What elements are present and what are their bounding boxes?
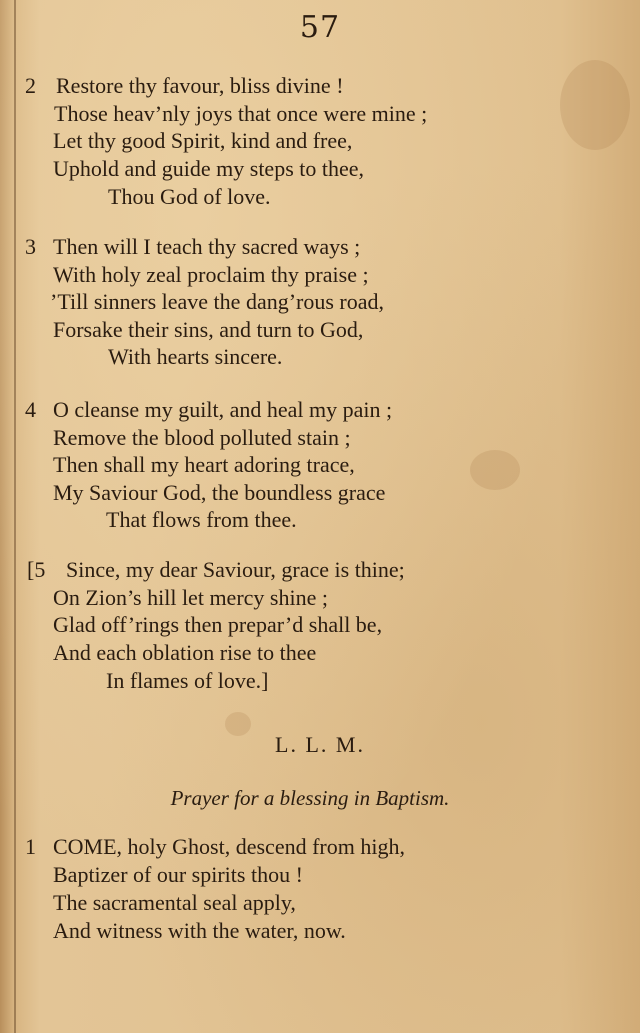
verse-line: That flows from thee. bbox=[106, 507, 297, 532]
stanza-number: 3 bbox=[25, 234, 36, 259]
verse-line: Restore thy favour, bliss divine ! bbox=[56, 73, 344, 98]
verse-line: Then will I teach thy sacred ways ; bbox=[53, 234, 361, 259]
verse-line: Uphold and guide my steps to thee, bbox=[53, 156, 365, 181]
verse-line: With hearts sincere. bbox=[108, 344, 283, 369]
paper-stain bbox=[470, 450, 520, 490]
verse-line: Glad off’rings then prepar’d shall be, bbox=[53, 612, 383, 637]
verse-line: Baptizer of our spirits thou ! bbox=[53, 862, 303, 887]
verse-line: Those heav’nly joys that once were mine ; bbox=[54, 101, 428, 126]
page-number: 57 bbox=[299, 10, 341, 45]
verse-line: And each oblation rise to thee bbox=[53, 640, 317, 665]
stanza-number: [5 bbox=[27, 557, 46, 582]
verse-line: In flames of love.] bbox=[106, 668, 269, 693]
verse-line: Remove the blood polluted stain ; bbox=[53, 425, 351, 450]
verse-line: COME, holy Ghost, descend from high, bbox=[53, 834, 405, 859]
verse-line: Thou God of love. bbox=[108, 184, 271, 209]
verse-line: Forsake their sins, and turn to God, bbox=[53, 317, 364, 342]
page-gutter bbox=[14, 0, 16, 1033]
verse-line: Then shall my heart adoring trace, bbox=[53, 452, 355, 477]
verse-line: Let thy good Spirit, kind and free, bbox=[53, 128, 353, 153]
verse-line: And witness with the water, now. bbox=[53, 918, 346, 943]
metre-heading: L. L. M. bbox=[275, 732, 365, 757]
verse-line: Since, my dear Saviour, grace is thine; bbox=[66, 557, 405, 582]
stanza-number: 4 bbox=[25, 397, 36, 422]
verse-line: My Saviour God, the boundless grace bbox=[53, 480, 386, 505]
stanza-number: 2 bbox=[25, 73, 36, 98]
verse-line: The sacramental seal apply, bbox=[53, 890, 296, 915]
verse-line: With holy zeal proclaim thy praise ; bbox=[53, 262, 369, 287]
verse-line: O cleanse my guilt, and heal my pain ; bbox=[53, 397, 393, 422]
stanza-number: 1 bbox=[25, 834, 36, 859]
hymn-title: Prayer for a blessing in Baptism. bbox=[170, 786, 450, 810]
paper-stain bbox=[560, 60, 630, 150]
verse-line: ’Till sinners leave the dang’rous road, bbox=[50, 289, 385, 314]
verse-line: On Zion’s hill let mercy shine ; bbox=[53, 585, 328, 610]
